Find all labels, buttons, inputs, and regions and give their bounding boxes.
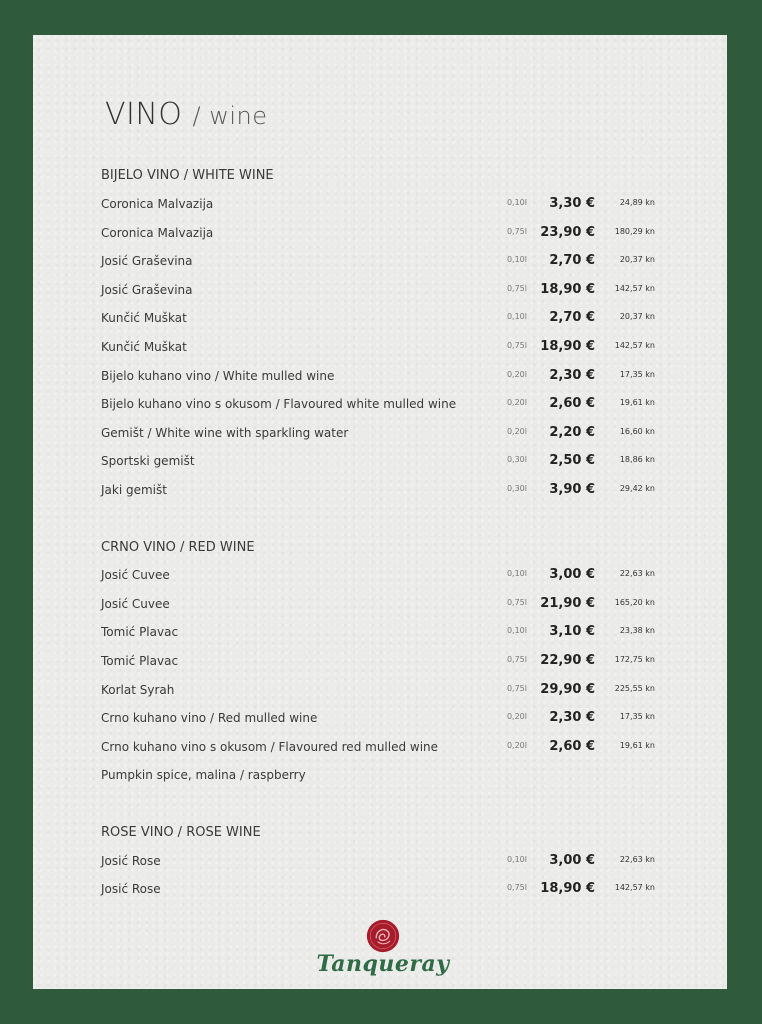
menu-row (33, 711, 727, 731)
menu-row (33, 426, 727, 446)
item-price-eur: 3,00 € (549, 567, 595, 582)
item-volume: 0,75l (506, 598, 527, 607)
item-name: Bijelo kuhano vino / White mulled wine (101, 369, 335, 383)
item-price-eur: 3,30 € (549, 196, 595, 211)
menu-row (33, 226, 727, 246)
item-price-kn: 172,75 kn (614, 655, 655, 664)
menu-row (33, 683, 727, 703)
item-volume: 0,75l (506, 684, 527, 693)
item-volume: 0,20l (506, 712, 527, 721)
section-title-white-wine: BIJELO VINO / WHITE WINE (101, 168, 274, 183)
item-price-eur: 2,60 € (549, 396, 595, 411)
item-volume: 0,75l (506, 883, 527, 892)
item-name: Josić Graševina (101, 254, 193, 268)
item-volume: 0,75l (506, 284, 527, 293)
item-name: Crno kuhano vino s okusom / Flavoured red mulled wine (101, 740, 439, 754)
page-title-main: VINO (105, 97, 183, 132)
brand-name: Tanqueray (316, 951, 450, 977)
page-title (105, 97, 267, 132)
item-price-kn: 17,35 kn (619, 370, 655, 379)
item-volume: 0,20l (506, 370, 527, 379)
item-price-kn: 22,63 kn (619, 855, 655, 864)
tanqueray-logo (313, 915, 453, 985)
item-name: Tomić Plavac (101, 654, 179, 668)
item-name: Sportski gemišt (101, 454, 195, 468)
item-name: Coronica Malvazija (101, 197, 214, 211)
item-price-kn: 225,55 kn (614, 684, 655, 693)
menu-row (33, 369, 727, 389)
menu-row (33, 568, 727, 588)
item-name: Crno kuhano vino / Red mulled wine (101, 711, 318, 725)
item-price-kn: 180,29 kn (614, 227, 655, 236)
item-price-kn: 20,37 kn (619, 312, 655, 321)
section-title-red-wine: CRNO VINO / RED WINE (101, 540, 255, 555)
item-price-kn: 24,89 kn (619, 198, 655, 207)
item-price-kn: 23,38 kn (619, 626, 655, 635)
item-name: Tomić Plavac (101, 625, 179, 639)
item-volume: 0,20l (506, 741, 527, 750)
item-price-kn: 16,60 kn (619, 427, 655, 436)
item-name: Josić Rose (101, 882, 161, 896)
item-volume: 0,10l (506, 312, 527, 321)
item-volume: 0,10l (506, 255, 527, 264)
item-name: Josić Rose (101, 854, 161, 868)
section-title-rose-wine: ROSE VINO / ROSE WINE (101, 825, 261, 840)
item-name: Bijelo kuhano vino s okusom / Flavoured white mulled wine (101, 397, 457, 411)
item-price-eur: 3,00 € (549, 853, 595, 868)
item-name: Josić Graševina (101, 283, 193, 297)
item-name: Kunčić Muškat (101, 311, 187, 325)
item-volume: 0,30l (506, 484, 527, 493)
menu-row (33, 397, 727, 417)
item-price-eur: 3,90 € (549, 482, 595, 497)
item-price-kn: 22,63 kn (619, 569, 655, 578)
menu-row (33, 483, 727, 503)
item-volume: 0,75l (506, 341, 527, 350)
item-price-kn: 29,42 kn (619, 484, 655, 493)
page-title-sub: / wine (192, 102, 268, 130)
item-volume: 0,30l (506, 455, 527, 464)
item-price-kn: 142,57 kn (614, 883, 655, 892)
menu-row (33, 283, 727, 303)
item-price-eur: 2,20 € (549, 425, 595, 440)
menu-sheet (33, 35, 727, 989)
item-price-kn: 19,61 kn (619, 398, 655, 407)
item-name: Kunčić Muškat (101, 340, 187, 354)
item-name: Jaki gemišt (101, 483, 167, 497)
item-price-eur: 2,70 € (549, 253, 595, 268)
menu-row (33, 854, 727, 874)
item-volume: 0,10l (506, 198, 527, 207)
item-price-eur: 22,90 € (540, 653, 595, 668)
item-price-eur: 2,70 € (549, 310, 595, 325)
menu-row (33, 625, 727, 645)
item-price-eur: 23,90 € (540, 225, 595, 240)
item-volume: 0,20l (506, 398, 527, 407)
item-volume: 0,10l (506, 626, 527, 635)
item-price-eur: 2,50 € (549, 453, 595, 468)
item-name: Pumpkin spice, malina / raspberry (101, 768, 306, 782)
rose-seal-icon (366, 919, 400, 953)
item-name: Josić Cuvee (101, 597, 170, 611)
item-volume: 0,10l (506, 855, 527, 864)
item-volume: 0,10l (506, 569, 527, 578)
item-volume: 0,20l (506, 427, 527, 436)
item-name: Gemišt / White wine with sparkling water (101, 426, 349, 440)
item-price-kn: 165,20 kn (614, 598, 655, 607)
item-price-kn: 20,37 kn (619, 255, 655, 264)
item-price-eur: 29,90 € (540, 682, 595, 697)
item-name: Josić Cuvee (101, 568, 170, 582)
item-price-kn: 18,86 kn (619, 455, 655, 464)
menu-row (33, 654, 727, 674)
menu-row (33, 254, 727, 274)
item-price-eur: 2,30 € (549, 368, 595, 383)
item-volume: 0,75l (506, 227, 527, 236)
menu-row (33, 340, 727, 360)
item-price-kn: 19,61 kn (619, 741, 655, 750)
item-price-kn: 142,57 kn (614, 284, 655, 293)
item-price-kn: 142,57 kn (614, 341, 655, 350)
menu-row (33, 597, 727, 617)
item-price-eur: 21,90 € (540, 596, 595, 611)
item-price-eur: 18,90 € (540, 881, 595, 896)
item-price-eur: 2,60 € (549, 739, 595, 754)
menu-row (33, 311, 727, 331)
menu-row (33, 768, 727, 788)
item-volume: 0,75l (506, 655, 527, 664)
item-price-eur: 18,90 € (540, 339, 595, 354)
menu-row (33, 454, 727, 474)
item-name: Korlat Syrah (101, 683, 175, 697)
menu-row (33, 197, 727, 217)
item-name: Coronica Malvazija (101, 226, 214, 240)
item-price-eur: 2,30 € (549, 710, 595, 725)
menu-row (33, 882, 727, 902)
menu-row (33, 740, 727, 760)
item-price-eur: 3,10 € (549, 624, 595, 639)
item-price-eur: 18,90 € (540, 282, 595, 297)
item-price-kn: 17,35 kn (619, 712, 655, 721)
